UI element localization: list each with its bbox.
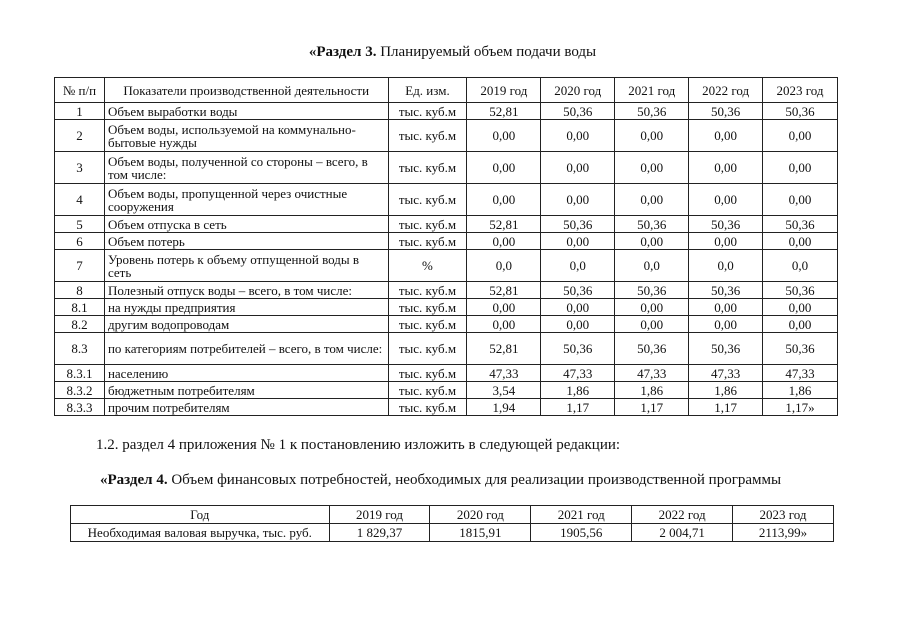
row-unit: тыс. куб.м (388, 382, 467, 399)
row-value: 50,36 (763, 333, 838, 365)
table-row (55, 184, 838, 216)
row-value: 50,36 (763, 282, 838, 299)
row-number: 8.3 (55, 333, 105, 365)
col-header-2019: 2019 год (467, 78, 541, 103)
row-unit: % (388, 250, 467, 282)
row-unit: тыс. куб.м (388, 316, 467, 333)
col-header-unit: Ед. изм. (388, 78, 467, 103)
paragraph-1-2: 1.2. раздел 4 приложения № 1 к постановлению изложить в следующей редакции: (96, 437, 621, 453)
row-value: 0,00 (467, 184, 541, 216)
row-number: 6 (55, 233, 105, 250)
row-value: 0,00 (615, 316, 689, 333)
row-value: 0,00 (541, 299, 615, 316)
row-indicator: бюджетным потребителям (104, 382, 388, 399)
row-value: 0,00 (689, 316, 763, 333)
col-header-2022: 2022 год (689, 78, 763, 103)
section3-title-bold: «Раздел 3. (308, 44, 377, 60)
s4-value-2021: 1905,56 (531, 524, 632, 542)
s4-value-2019: 1 829,37 (329, 524, 430, 542)
row-indicator: Объем воды, пропущенной через очистные сооружения (104, 184, 388, 216)
s4-value-2022: 2 004,71 (632, 524, 733, 542)
row-value: 0,0 (541, 250, 615, 282)
table-row (55, 382, 838, 399)
row-value: 50,36 (541, 333, 615, 365)
row-value: 0,0 (615, 250, 689, 282)
row-value: 0,00 (467, 152, 541, 184)
row-unit: тыс. куб.м (388, 120, 467, 152)
row-unit: тыс. куб.м (388, 299, 467, 316)
table-row (55, 103, 838, 120)
row-unit: тыс. куб.м (388, 282, 467, 299)
row-value: 1,17 (689, 399, 763, 416)
section3-title-rest: Планируемый объем подачи воды (376, 44, 597, 60)
row-value: 50,36 (763, 216, 838, 233)
row-value: 1,86 (763, 382, 838, 399)
row-value: 50,36 (689, 216, 763, 233)
row-value: 0,00 (689, 233, 763, 250)
row-value: 1,17 (615, 399, 689, 416)
row-value: 0,00 (763, 152, 838, 184)
row-value: 52,81 (467, 282, 541, 299)
row-value: 0,00 (615, 120, 689, 152)
table-row (55, 216, 838, 233)
s4-header-2022: 2022 год (632, 506, 733, 524)
s4-header-2019: 2019 год (329, 506, 430, 524)
s4-header-year: Год (71, 506, 330, 524)
row-value: 0,00 (615, 233, 689, 250)
row-number: 8.3.2 (55, 382, 105, 399)
row-value: 0,00 (541, 316, 615, 333)
row-value: 47,33 (615, 365, 689, 382)
row-value: 0,00 (763, 299, 838, 316)
row-number: 7 (55, 250, 105, 282)
row-value: 0,00 (467, 233, 541, 250)
row-indicator: по категориям потребителей – всего, в том числе: (104, 333, 388, 365)
section4-title-rest: Объем финансовых потребностей, необходимых для реализации производственной программы (167, 472, 782, 488)
table-row (55, 152, 838, 184)
row-value: 0,00 (467, 299, 541, 316)
row-value: 47,33 (467, 365, 541, 382)
s4-row-label: Необходимая валовая выручка, тыс. руб. (71, 524, 330, 542)
row-number: 2 (55, 120, 105, 152)
row-value: 1,17» (763, 399, 838, 416)
col-header-2021: 2021 год (615, 78, 689, 103)
row-value: 0,00 (689, 152, 763, 184)
row-number: 8.3.1 (55, 365, 105, 382)
row-value: 0,00 (541, 233, 615, 250)
row-value: 50,36 (541, 216, 615, 233)
row-value: 50,36 (615, 216, 689, 233)
row-value: 0,00 (689, 184, 763, 216)
row-number: 1 (55, 103, 105, 120)
row-value: 1,86 (541, 382, 615, 399)
section4-data-row (71, 524, 834, 542)
row-unit: тыс. куб.м (388, 216, 467, 233)
section3-table (54, 77, 838, 416)
row-value: 52,81 (467, 216, 541, 233)
row-value: 50,36 (541, 103, 615, 120)
row-value: 50,36 (689, 103, 763, 120)
row-number: 8.1 (55, 299, 105, 316)
row-value: 0,00 (615, 299, 689, 316)
row-value: 50,36 (615, 103, 689, 120)
row-number: 3 (55, 152, 105, 184)
row-unit: тыс. куб.м (388, 365, 467, 382)
row-value: 50,36 (541, 282, 615, 299)
row-value: 0,00 (467, 316, 541, 333)
table-row (55, 282, 838, 299)
row-indicator: на нужды предприятия (104, 299, 388, 316)
row-value: 0,0 (689, 250, 763, 282)
row-value: 0,0 (763, 250, 838, 282)
row-indicator: Объем воды, используемой на коммунально-бытовые нужды (104, 120, 388, 152)
row-value: 1,86 (689, 382, 763, 399)
table-row (55, 399, 838, 416)
row-value: 0,0 (467, 250, 541, 282)
section3-title (0, 44, 905, 61)
row-indicator: Объем потерь (104, 233, 388, 250)
row-number: 8.3.3 (55, 399, 105, 416)
row-value: 1,86 (615, 382, 689, 399)
row-number: 8 (55, 282, 105, 299)
s4-header-2020: 2020 год (430, 506, 531, 524)
section4-title-bold: «Раздел 4. (100, 472, 168, 488)
section4-title (100, 472, 781, 489)
row-value: 52,81 (467, 333, 541, 365)
row-value: 50,36 (615, 333, 689, 365)
s4-header-2021: 2021 год (531, 506, 632, 524)
section4-table (70, 505, 834, 542)
row-value: 0,00 (763, 184, 838, 216)
s4-value-2020: 1815,91 (430, 524, 531, 542)
row-number: 4 (55, 184, 105, 216)
row-indicator: Уровень потерь к объему отпущенной воды в сеть (104, 250, 388, 282)
row-value: 0,00 (689, 299, 763, 316)
col-header-2020: 2020 год (541, 78, 615, 103)
row-value: 0,00 (541, 152, 615, 184)
row-value: 52,81 (467, 103, 541, 120)
row-value: 0,00 (763, 316, 838, 333)
row-value: 0,00 (615, 184, 689, 216)
row-unit: тыс. куб.м (388, 184, 467, 216)
row-indicator: Объем воды, полученной со стороны – всего, в том числе: (104, 152, 388, 184)
table-row (55, 333, 838, 365)
row-value: 0,00 (541, 184, 615, 216)
row-unit: тыс. куб.м (388, 233, 467, 250)
row-value: 1,17 (541, 399, 615, 416)
row-value: 0,00 (689, 120, 763, 152)
row-number: 8.2 (55, 316, 105, 333)
section4-header-row (71, 506, 834, 524)
row-value: 3,54 (467, 382, 541, 399)
row-value: 47,33 (763, 365, 838, 382)
col-header-number: № п/п (55, 78, 105, 103)
table-row (55, 299, 838, 316)
row-value: 50,36 (689, 333, 763, 365)
row-unit: тыс. куб.м (388, 103, 467, 120)
col-header-indicator: Показатели производственной деятельности (104, 78, 388, 103)
row-indicator: прочим потребителям (104, 399, 388, 416)
s4-value-2023: 2113,99» (733, 524, 834, 542)
row-value: 1,94 (467, 399, 541, 416)
row-value: 0,00 (615, 152, 689, 184)
row-value: 50,36 (763, 103, 838, 120)
table-row (55, 316, 838, 333)
s4-header-2023: 2023 год (733, 506, 834, 524)
row-indicator: Объем выработки воды (104, 103, 388, 120)
row-unit: тыс. куб.м (388, 152, 467, 184)
row-indicator: населению (104, 365, 388, 382)
table-row (55, 120, 838, 152)
row-unit: тыс. куб.м (388, 399, 467, 416)
row-value: 0,00 (467, 120, 541, 152)
section3-header-row (55, 78, 838, 103)
table-row (55, 233, 838, 250)
row-value: 0,00 (763, 233, 838, 250)
row-value: 47,33 (541, 365, 615, 382)
row-value: 50,36 (689, 282, 763, 299)
row-unit: тыс. куб.м (388, 333, 467, 365)
row-value: 47,33 (689, 365, 763, 382)
row-value: 50,36 (615, 282, 689, 299)
table-row (55, 365, 838, 382)
row-indicator: другим водопроводам (104, 316, 388, 333)
table-row (55, 250, 838, 282)
row-value: 0,00 (541, 120, 615, 152)
row-number: 5 (55, 216, 105, 233)
row-indicator: Объем отпуска в сеть (104, 216, 388, 233)
col-header-2023: 2023 год (763, 78, 838, 103)
row-indicator: Полезный отпуск воды – всего, в том числе: (104, 282, 388, 299)
row-value: 0,00 (763, 120, 838, 152)
